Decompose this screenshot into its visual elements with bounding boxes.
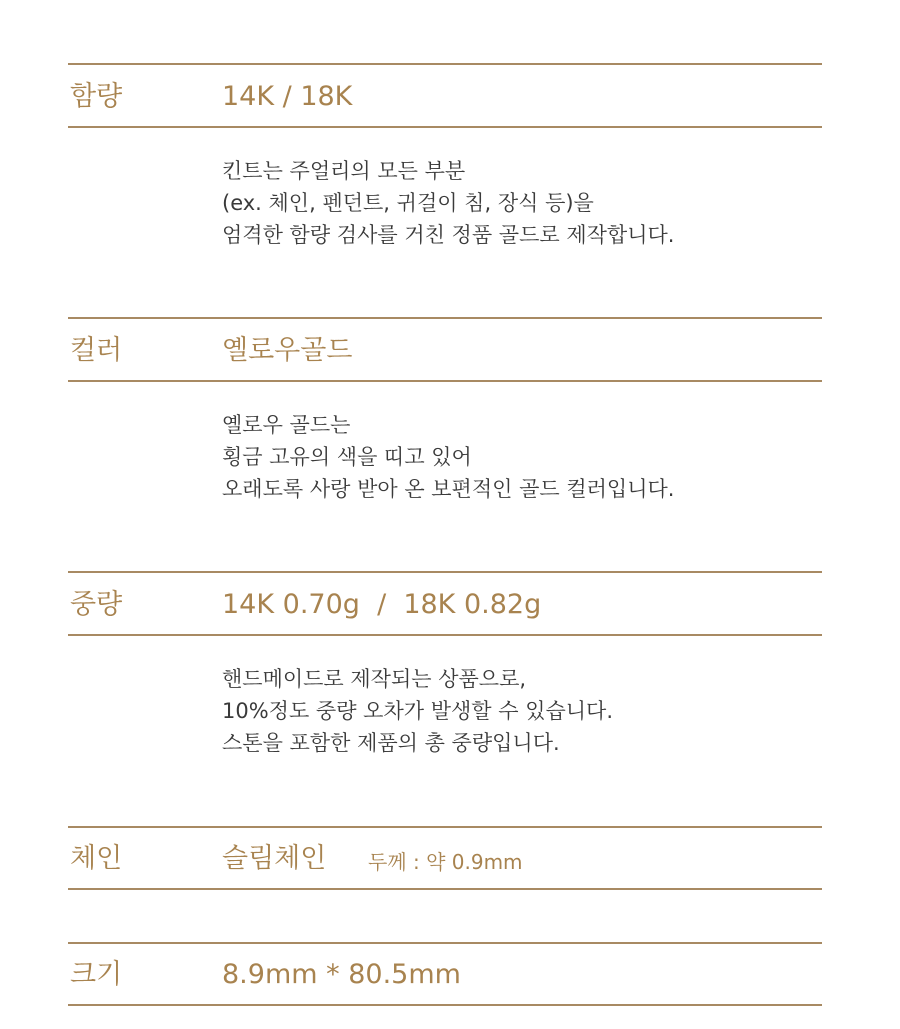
spec-description-color bbox=[222, 409, 812, 505]
divider bbox=[68, 126, 822, 128]
spec-label-color: 컬러 bbox=[70, 335, 123, 366]
spec-description-weight bbox=[222, 663, 812, 759]
divider bbox=[68, 634, 822, 636]
description-line: 핸드메이드로 제작되는 상품으로, bbox=[222, 667, 527, 691]
description-line: 엄격한 함량 검사를 거친 정품 골드로 제작합니다. bbox=[222, 223, 675, 247]
spec-value-chain: 슬림체인 bbox=[222, 843, 327, 874]
divider bbox=[68, 317, 822, 319]
divider bbox=[68, 1004, 822, 1006]
spec-label-chain: 체인 bbox=[70, 843, 123, 874]
spec-value-color: 옐로우골드 bbox=[222, 335, 353, 366]
description-line: 오래도록 사랑 받아 온 보편적인 골드 컬러입니다. bbox=[222, 477, 675, 501]
divider bbox=[68, 380, 822, 382]
spec-label-size: 크기 bbox=[70, 959, 123, 990]
description-line: 킨트는 주얼리의 모든 부분 bbox=[222, 159, 466, 183]
description-line: (ex. 체인, 펜던트, 귀걸이 침, 장식 등)을 bbox=[222, 191, 594, 215]
spec-description-material bbox=[222, 155, 812, 251]
description-line: 10%정도 중량 오차가 발생할 수 있습니다. bbox=[222, 699, 614, 723]
divider bbox=[68, 571, 822, 573]
divider bbox=[68, 826, 822, 828]
spec-value-weight: 14K 0.70g / 18K 0.82g bbox=[222, 589, 542, 620]
divider bbox=[68, 888, 822, 890]
spec-value-material: 14K / 18K bbox=[222, 81, 353, 112]
description-line: 옐로우 골드는 bbox=[222, 413, 351, 437]
spec-value-size: 8.9mm * 80.5mm bbox=[222, 959, 461, 990]
spec-label-weight: 중량 bbox=[70, 589, 123, 620]
spec-note-chain: 두께 : 약 0.9mm bbox=[368, 850, 523, 874]
description-line: 스톤을 포함한 제품의 총 중량입니다. bbox=[222, 731, 560, 755]
divider bbox=[68, 942, 822, 944]
description-line: 횡금 고유의 색을 띠고 있어 bbox=[222, 445, 472, 469]
divider bbox=[68, 63, 822, 65]
spec-label-material: 함량 bbox=[70, 81, 123, 112]
